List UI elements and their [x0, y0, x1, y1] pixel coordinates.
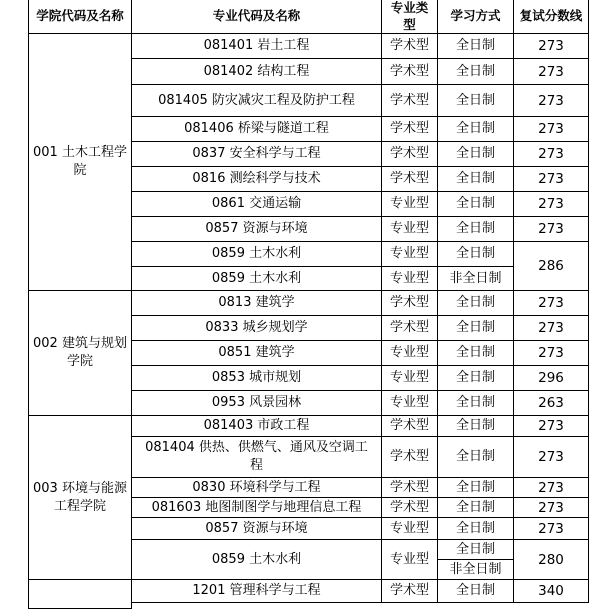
score-cell: 273 — [513, 33, 589, 59]
college-cell — [28, 579, 132, 609]
score-cell: 273 — [513, 166, 589, 192]
type-cell: 专业型 — [381, 340, 438, 366]
type-cell: 专业型 — [381, 390, 438, 416]
mode-cell: 全日制 — [437, 33, 514, 59]
mode-cell: 全日制 — [437, 84, 514, 117]
mode-cell: 全日制 — [437, 436, 514, 478]
mode-cell: 全日制 — [437, 191, 514, 217]
score-cell-merged: 286 — [513, 241, 589, 291]
major-cell: 0813 建筑学 — [131, 290, 382, 316]
score-cell: 273 — [513, 497, 589, 518]
mode-cell: 全日制 — [437, 539, 514, 560]
mode-cell: 全日制 — [437, 390, 514, 416]
mode-cell: 非全日制 — [437, 266, 514, 291]
score-cell: 273 — [513, 415, 589, 437]
type-cell: 学术型 — [381, 84, 438, 117]
score-cell: 340 — [513, 579, 589, 603]
type-cell: 学术型 — [381, 415, 438, 437]
major-cell: 0859 土木水利 — [131, 241, 382, 267]
score-cell: 273 — [513, 141, 589, 167]
type-cell: 专业型 — [381, 365, 438, 391]
major-cell-merged: 0859 土木水利 — [131, 539, 382, 580]
mode-cell: 全日制 — [437, 141, 514, 167]
college-cell: 003 环境与能源工程学院 — [28, 415, 132, 580]
major-cell: 0861 交通运输 — [131, 191, 382, 217]
mode-cell: 全日制 — [437, 166, 514, 192]
type-cell: 专业型 — [381, 266, 438, 291]
major-cell: 0857 资源与环境 — [131, 517, 382, 540]
college-cell: 001 土木工程学院 — [28, 33, 132, 291]
header-college: 学院代码及名称 — [28, 0, 132, 34]
header-score: 复试分数线 — [513, 0, 589, 34]
type-cell: 学术型 — [381, 116, 438, 142]
major-cell: 081406 桥梁与隧道工程 — [131, 116, 382, 142]
mode-cell: 全日制 — [437, 365, 514, 391]
header-mode: 学习方式 — [437, 0, 514, 34]
mode-cell: 全日制 — [437, 340, 514, 366]
type-cell: 专业型 — [381, 191, 438, 217]
major-cell: 081405 防灾减灾工程及防护工程 — [131, 84, 382, 117]
score-cell: 273 — [513, 477, 589, 498]
score-cell: 273 — [513, 340, 589, 366]
type-cell: 学术型 — [381, 497, 438, 518]
mode-cell: 全日制 — [437, 58, 514, 85]
major-cell: 1201 管理科学与工程 — [131, 579, 382, 603]
type-cell: 学术型 — [381, 58, 438, 85]
major-cell: 081603 地图制图学与地理信息工程 — [131, 497, 382, 518]
major-cell: 081401 岩土工程 — [131, 33, 382, 59]
type-cell: 专业型 — [381, 216, 438, 242]
type-cell: 学术型 — [381, 166, 438, 192]
mode-cell: 全日制 — [437, 517, 514, 540]
mode-cell: 全日制 — [437, 116, 514, 142]
type-cell: 学术型 — [381, 477, 438, 498]
score-cell: 273 — [513, 315, 589, 341]
type-cell: 学术型 — [381, 579, 438, 603]
major-cell: 0859 土木水利 — [131, 266, 382, 291]
mode-cell: 全日制 — [437, 315, 514, 341]
score-cell: 273 — [513, 191, 589, 217]
major-cell: 0837 安全科学与工程 — [131, 141, 382, 167]
mode-cell: 全日制 — [437, 290, 514, 316]
major-cell: 0816 测绘科学与技术 — [131, 166, 382, 192]
mode-cell: 全日制 — [437, 216, 514, 242]
type-cell: 学术型 — [381, 141, 438, 167]
score-cell: 296 — [513, 365, 589, 391]
type-cell: 学术型 — [381, 33, 438, 59]
major-cell: 0853 城市规划 — [131, 365, 382, 391]
type-cell: 学术型 — [381, 290, 438, 316]
type-cell: 专业型 — [381, 241, 438, 267]
score-cell: 273 — [513, 116, 589, 142]
type-cell: 学术型 — [381, 436, 438, 478]
type-cell: 专业型 — [381, 517, 438, 540]
score-cell: 273 — [513, 436, 589, 478]
major-cell: 081402 结构工程 — [131, 58, 382, 85]
score-cell: 273 — [513, 216, 589, 242]
score-cell: 273 — [513, 517, 589, 540]
score-cell: 273 — [513, 290, 589, 316]
major-cell: 0830 环境科学与工程 — [131, 477, 382, 498]
major-cell: 0857 资源与环境 — [131, 216, 382, 242]
major-cell: 081403 市政工程 — [131, 415, 382, 437]
college-cell: 002 建筑与规划学院 — [28, 290, 132, 416]
mode-cell: 全日制 — [437, 415, 514, 437]
type-cell: 学术型 — [381, 315, 438, 341]
type-cell-merged: 专业型 — [381, 539, 438, 580]
mode-cell: 全日制 — [437, 477, 514, 498]
score-cell: 273 — [513, 84, 589, 117]
mode-cell: 全日制 — [437, 497, 514, 518]
major-cell: 0851 建筑学 — [131, 340, 382, 366]
score-cell: 263 — [513, 390, 589, 416]
score-cell-merged: 280 — [513, 539, 589, 580]
header-type: 专业类型 — [381, 0, 438, 34]
mode-cell: 全日制 — [437, 579, 514, 603]
mode-cell: 非全日制 — [437, 559, 514, 580]
major-cell: 081404 供热、供燃气、通风及空调工程 — [131, 436, 382, 478]
major-cell: 0833 城乡规划学 — [131, 315, 382, 341]
header-major: 专业代码及名称 — [131, 0, 382, 34]
mode-cell: 全日制 — [437, 241, 514, 267]
major-cell: 0953 风景园林 — [131, 390, 382, 416]
score-cell: 273 — [513, 58, 589, 85]
